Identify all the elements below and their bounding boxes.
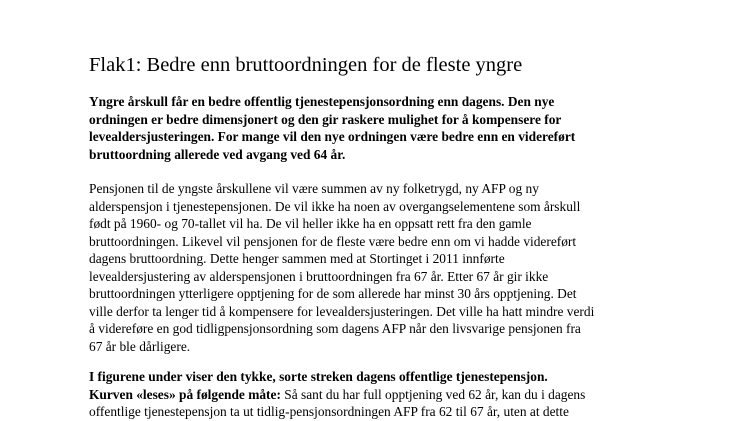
body-line: alderspensjon i tjenestepensjonen. De vil ikke ha noen av overgangselementene som årskull xyxy=(89,198,581,214)
figure-intro-paragraph xyxy=(89,368,585,421)
body-line: dagens bruttoordning. Dette henger sammen med at Stortinget i 2011 innførte xyxy=(89,251,505,266)
figure-intro-line xyxy=(89,386,585,404)
reading-guide-label: Kurven «leses» på følgende måte: xyxy=(89,386,281,402)
document-title: Flak1: Bedre enn bruttoordningen for de fleste yngre xyxy=(89,54,523,76)
figure-intro-line: I figurene under viser den tykke, sorte streken dagens offentlige tjenestepensjon. xyxy=(89,369,548,384)
body-line: levealdersjustering av alderspensjonen i bruttoordningen fra 67 år. Etter 67 år gir ikke xyxy=(89,268,549,284)
lead-paragraph xyxy=(89,93,575,163)
body-paragraph xyxy=(89,180,594,355)
body-line: bruttoordningen ytterligere opptjening for de som allerede har minst 30 års opptjening. Det xyxy=(89,286,577,301)
body-line: bruttoordningen. Likevel vil pensjonen for de fleste være bedre enn om vi hadde videreført xyxy=(89,233,577,249)
lead-line: ordningen er bedre dimensjonert og den gir raskere mulighet for å kompensere for xyxy=(89,111,562,127)
body-line: ville derfor ta lenger tid å kompensere for levealdersjusteringen. Det ville ha hatt mindre verdi xyxy=(89,303,595,319)
figure-intro-line: offentlige tjenestepensjon ta ut tidlig-pensjonsordningen AFP fra 62 til 67 år, uten at dette xyxy=(89,404,569,419)
lead-line: Yngre årskull får en bedre offentlig tjenestepensjonsordning enn dagens. Den nye xyxy=(89,94,555,109)
body-line: Pensjonen til de yngste årskullene vil være summen av ny folketrygd, ny AFP og ny xyxy=(89,181,539,196)
body-line: å videreføre en god tidligpensjonsordning som dagens AFP når den livsvarige pensjonen fra xyxy=(89,321,581,336)
lead-line: levealdersjusteringen. For mange vil den nye ordningen være bedre enn en videreført xyxy=(89,129,576,144)
body-line: 67 år ble dårligere. xyxy=(89,338,191,354)
reading-guide-text: Så sant du har full opptjening ved 62 år, kan du i dagens xyxy=(280,386,586,402)
lead-line: bruttoordning allerede ved avgang ved 64 år. xyxy=(89,146,346,162)
body-line: født på 1960- og 70-tallet vil ha. De vil heller ikke ha en oppsatt rett fra den gamle xyxy=(89,216,532,231)
